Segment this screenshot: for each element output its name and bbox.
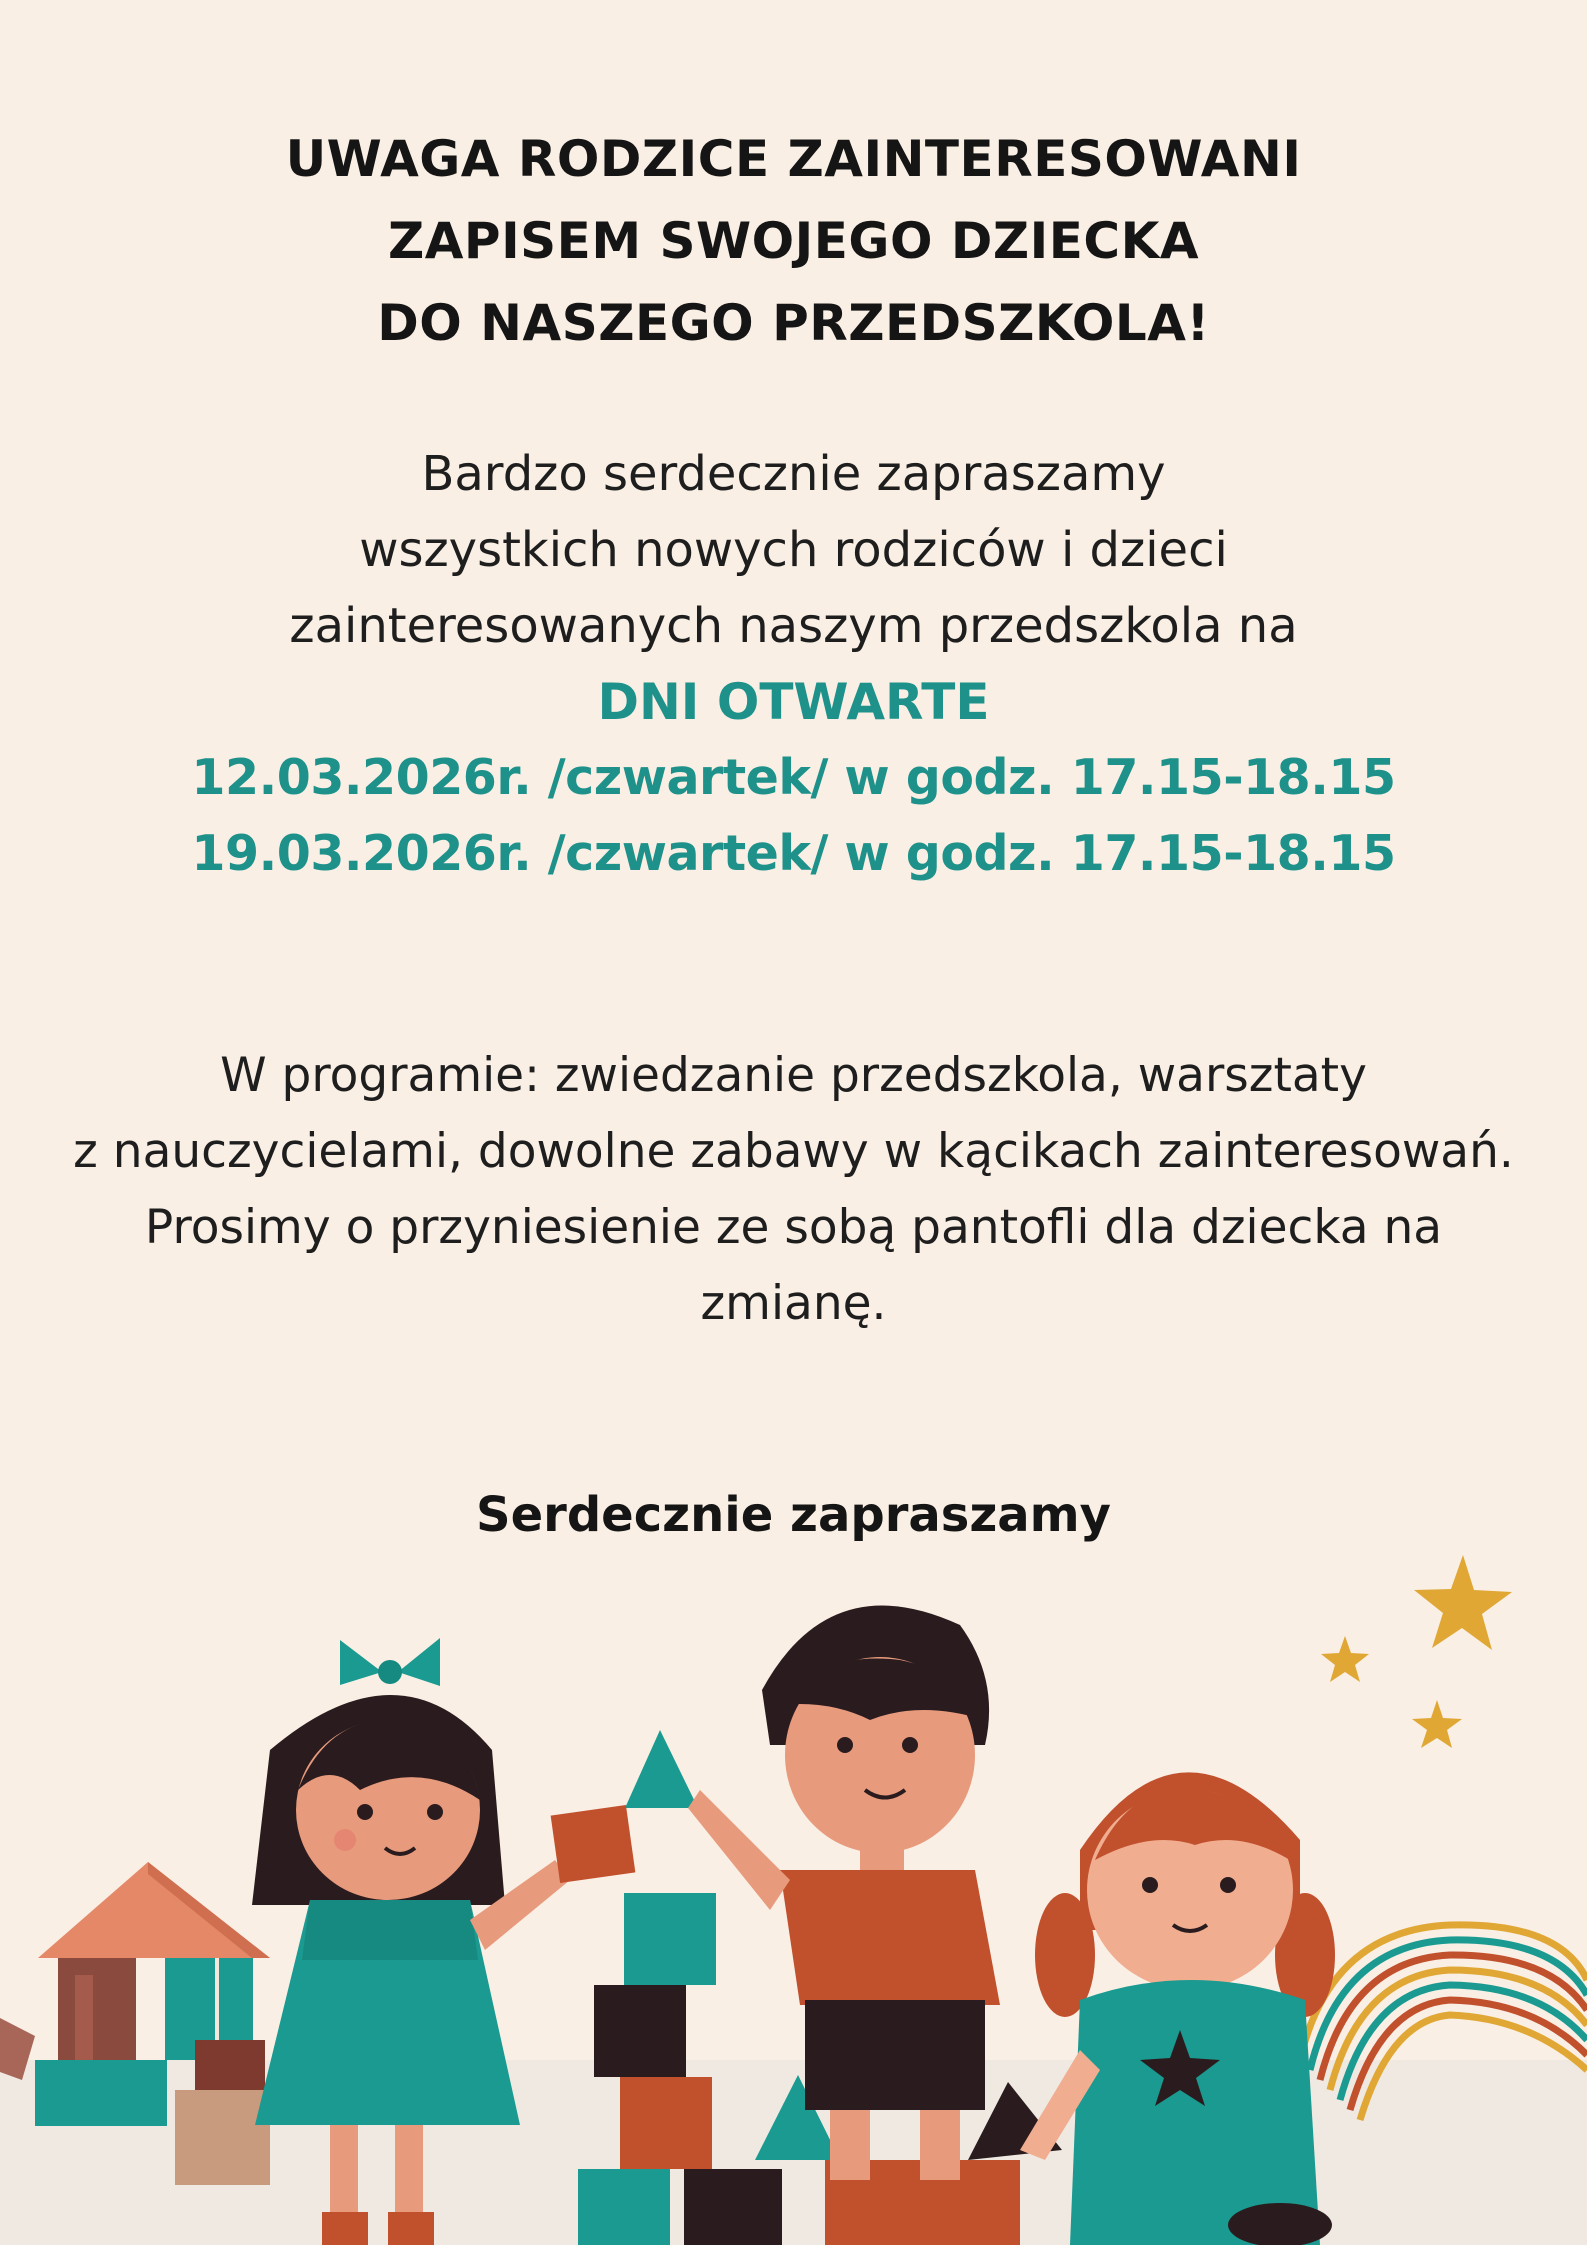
program-line-1: W programie: zwiedzanie przedszkola, warsztaty — [220, 1048, 1367, 1103]
event-date-2: 19.03.2026r. /czwartek/ w godz. 17.15-18.15 — [191, 825, 1396, 882]
event-date-1: 12.03.2026r. /czwartek/ w godz. 17.15-18.15 — [191, 749, 1396, 806]
closing-text: Serdecznie zapraszamy — [476, 1487, 1111, 1543]
intro-line-2: wszystkich nowych rodziców i dzieci — [359, 522, 1228, 578]
intro-line-1: Bardzo serdecznie zapraszamy — [421, 446, 1166, 502]
heading-line-3: DO NASZEGO PRZEDSZKOLA! — [377, 294, 1210, 352]
page-heading — [0, 118, 1587, 364]
stars-icon — [1321, 1555, 1512, 1748]
program-line-4: zmianę. — [700, 1276, 887, 1331]
program-line-3: Prosimy o przyniesienie ze sobą pantofli dla dziecka na — [144, 1200, 1443, 1255]
heading-line-2: ZAPISEM SWOJEGO DZIECKA — [387, 212, 1200, 270]
intro-block — [0, 436, 1587, 892]
intro-line-3: zainteresowanych naszym przedszkola na — [289, 598, 1298, 654]
children-playing-with-blocks-illustration — [0, 1540, 1587, 2245]
program-block — [0, 1038, 1587, 1342]
program-line-2: z nauczycielami, dowolne zabawy w kącikach zainteresowań. — [73, 1124, 1514, 1179]
heading-line-1: UWAGA RODZICE ZAINTERESOWANI — [285, 130, 1302, 188]
event-title: DNI OTWARTE — [597, 673, 990, 731]
